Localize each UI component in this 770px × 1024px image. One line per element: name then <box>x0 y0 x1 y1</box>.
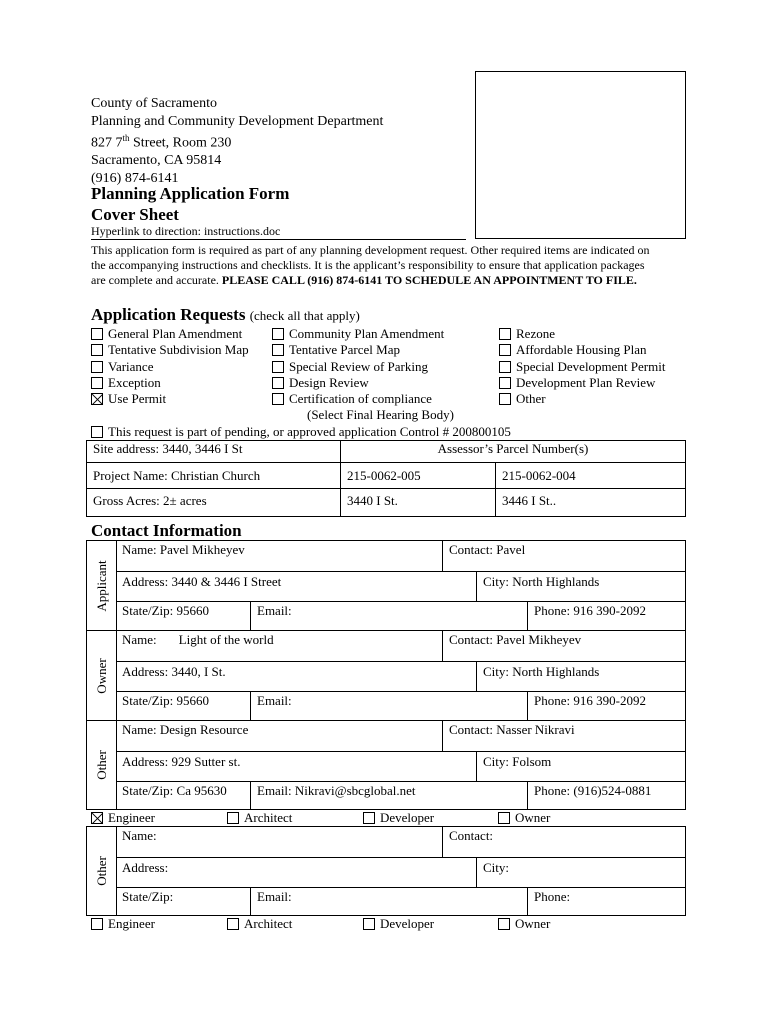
other-1-contact[interactable]: Contact: Nasser Nikravi <box>442 721 685 751</box>
request-certification-of-compliance-label: Certification of compliance <box>289 391 432 407</box>
other-1-side-text: Other <box>93 750 109 780</box>
applicant-phone[interactable]: Phone: 916 390-2092 <box>527 602 685 631</box>
request-design-review-checkbox[interactable] <box>272 377 284 389</box>
role-1-developer-label: Developer <box>380 810 435 825</box>
request-special-development-permit-option[interactable] <box>499 359 665 375</box>
role-2-engineer-checkbox[interactable] <box>91 918 103 930</box>
request-design-review-label: Design Review <box>289 374 369 390</box>
request-tentative-parcel-map-checkbox[interactable] <box>272 344 284 356</box>
pending-application-checkbox[interactable] <box>91 426 103 438</box>
applicant-city[interactable]: City: North Highlands <box>476 572 685 601</box>
parcel-2-address-cell[interactable]: 3446 I St.. <box>496 489 686 517</box>
other-block-2 <box>86 826 686 916</box>
role-2-engineer-option[interactable] <box>91 916 155 932</box>
other-2-address-row <box>116 858 685 888</box>
owner-name[interactable] <box>116 631 442 661</box>
role-2-developer-label: Developer <box>380 916 435 931</box>
owner-city[interactable]: City: North Highlands <box>476 662 685 691</box>
header-rule <box>91 239 466 240</box>
request-exception-checkbox[interactable] <box>91 377 103 389</box>
request-exception-option[interactable] <box>91 375 161 391</box>
other-1-city[interactable]: City: Folsom <box>476 752 685 781</box>
role-1-owner-label: Owner <box>515 810 551 825</box>
request-general-plan-amendment-option[interactable] <box>91 326 242 342</box>
site-table <box>86 440 686 517</box>
other-2-name[interactable]: Name: <box>122 828 157 843</box>
owner-name-value: Light of the world <box>178 632 274 647</box>
department-name: Planning and Community Development Department <box>91 113 384 129</box>
applicant-statezip[interactable]: State/Zip: 95660 <box>122 603 210 618</box>
request-variance-label: Variance <box>108 358 154 374</box>
other-2-email[interactable]: Email: <box>250 888 527 916</box>
other-1-statezip[interactable]: State/Zip: Ca 95630 <box>122 783 227 798</box>
owner-side-label <box>87 631 117 720</box>
request-design-review-option[interactable] <box>272 375 369 391</box>
request-tentative-subdivision-map-option[interactable] <box>91 342 249 358</box>
org-name: County of Sacramento <box>91 96 217 111</box>
contact-information-heading: Contact Information <box>91 521 242 540</box>
request-tentative-subdivision-map-checkbox[interactable] <box>91 344 103 356</box>
request-community-plan-amendment-checkbox[interactable] <box>272 328 284 340</box>
appointment-notice: PLEASE CALL (916) 874-6141 TO SCHEDULE AN APPOINTMENT TO FILE. <box>221 273 637 287</box>
street-name: Street, Room 230 <box>129 135 232 151</box>
intro-line-3 <box>91 273 691 288</box>
role-2-owner-option[interactable] <box>498 916 550 932</box>
role-1-engineer-checkbox[interactable] <box>91 812 103 824</box>
owner-statezip[interactable]: State/Zip: 95660 <box>122 693 210 708</box>
request-rezone-label: Rezone <box>516 326 555 341</box>
other-1-address[interactable]: Address: 929 Sutter st. <box>122 754 241 769</box>
request-special-review-of-parking-label: Special Review of Parking <box>289 358 428 374</box>
pending-application-label: This request is part of pending, or approved application Control # 200800105 <box>108 424 511 439</box>
parcel-header-cell: Assessor’s Parcel Number(s) <box>341 441 686 463</box>
other-1-name[interactable]: Name: Design Resource <box>122 722 249 737</box>
other-1-email[interactable]: Email: Nikravi@sbcglobal.net <box>250 782 527 810</box>
request-community-plan-amendment-label: Community Plan Amendment <box>289 326 445 341</box>
request-special-review-of-parking-option[interactable] <box>272 359 428 375</box>
street-number: 827 7 <box>91 135 123 151</box>
requests-subheading: (check all that apply) <box>249 308 360 323</box>
role-1-architect-option[interactable] <box>227 810 292 826</box>
role-2-owner-checkbox[interactable] <box>498 918 510 930</box>
parcel-1-cell[interactable]: 215-0062-005 <box>341 463 496 489</box>
request-development-plan-review-label: Development Plan Review <box>516 374 656 390</box>
instructions-link[interactable]: Hyperlink to direction: instructions.doc <box>91 224 281 238</box>
other-1-name-row <box>116 721 685 752</box>
parcel-1-address-cell[interactable]: 3440 I St. <box>341 489 496 517</box>
role-2-architect-label: Architect <box>244 916 293 931</box>
role-1-engineer-option[interactable] <box>91 810 155 826</box>
other-2-side-label <box>87 827 117 915</box>
role-2-developer-option[interactable] <box>363 916 434 932</box>
form-subtitle: Cover Sheet <box>91 205 179 224</box>
role-1-engineer-label: Engineer <box>108 810 155 825</box>
city-line: Sacramento, CA 95814 <box>91 153 222 169</box>
owner-email[interactable]: Email: <box>250 692 527 721</box>
role-1-owner-option[interactable] <box>498 810 550 826</box>
role-1-architect-checkbox[interactable] <box>227 812 239 824</box>
request-tentative-parcel-map-label: Tentative Parcel Map <box>289 342 400 358</box>
role-1-developer-option[interactable] <box>363 810 434 826</box>
intro-line-3-text: are complete and accurate. <box>91 273 222 287</box>
street-suffix: th <box>122 133 130 143</box>
request-certification-of-compliance-checkbox[interactable] <box>272 393 284 405</box>
other-2-statezip[interactable]: State/Zip: <box>122 889 174 904</box>
applicant-contact[interactable]: Contact: Pavel <box>442 541 685 571</box>
project-name-cell[interactable]: Project Name: Christian Church <box>87 463 341 489</box>
other-2-phone[interactable]: Phone: <box>527 888 685 916</box>
role-1-owner-checkbox[interactable] <box>498 812 510 824</box>
request-development-plan-review-checkbox[interactable] <box>499 377 511 389</box>
applicant-side-label <box>87 541 117 630</box>
request-use-permit-label: Use Permit <box>108 391 167 407</box>
intro-line-2: the accompanying instructions and checklists. It is the applicant’s responsibility to ensure that application packages <box>91 258 645 272</box>
application-requests-heading <box>91 305 360 325</box>
request-use-permit-checkbox[interactable] <box>91 393 103 405</box>
other-2-address[interactable]: Address: <box>122 860 169 875</box>
request-tentative-parcel-map-option[interactable] <box>272 342 400 358</box>
other-2-city[interactable]: City: <box>476 858 685 887</box>
role-1-developer-checkbox[interactable] <box>363 812 375 824</box>
other-block-1 <box>86 720 686 810</box>
request-development-plan-review-option[interactable] <box>499 375 655 391</box>
role-1-architect-label: Architect <box>244 810 293 825</box>
gross-acres-cell[interactable]: Gross Acres: 2± acres <box>87 489 341 517</box>
role-2-architect-option[interactable] <box>227 916 292 932</box>
owner-block <box>86 630 686 721</box>
other-1-phone[interactable]: Phone: (916)524-0881 <box>527 782 685 810</box>
owner-address[interactable]: Address: 3440, I St. <box>122 664 226 679</box>
county-address <box>91 95 383 187</box>
owner-side-text: Owner <box>93 657 109 694</box>
intro-paragraph <box>91 243 691 288</box>
owner-state-row <box>116 692 685 721</box>
street-address <box>91 130 383 152</box>
owner-name-label: Name: <box>122 632 157 647</box>
other-2-state-row <box>116 888 685 916</box>
request-special-review-of-parking-checkbox[interactable] <box>272 361 284 373</box>
request-community-plan-amendment-option[interactable] <box>272 326 444 342</box>
request-certification-of-compliance-option[interactable] <box>272 391 432 407</box>
applicant-email[interactable]: Email: <box>250 602 527 631</box>
request-rezone-option[interactable] <box>499 326 555 342</box>
other-1-state-row <box>116 782 685 810</box>
request-other-checkbox[interactable] <box>499 393 511 405</box>
applicant-state-row <box>116 602 685 631</box>
request-special-development-permit-label: Special Development Permit <box>516 358 666 374</box>
other-2-contact[interactable]: Contact: <box>442 827 685 857</box>
other-2-side-text: Other <box>93 856 109 886</box>
request-general-plan-amendment-label: General Plan Amendment <box>108 326 243 341</box>
request-variance-option[interactable] <box>91 359 153 375</box>
applicant-block <box>86 540 686 631</box>
request-rezone-checkbox[interactable] <box>499 328 511 340</box>
request-use-permit-option[interactable] <box>91 391 166 407</box>
hearing-body-note: (Select Final Hearing Body) <box>307 407 454 422</box>
role-2-engineer-label: Engineer <box>108 916 155 931</box>
other-2-name-row <box>116 827 685 858</box>
request-other-option[interactable] <box>499 391 546 407</box>
parcel-2-cell[interactable]: 215-0062-004 <box>496 463 686 489</box>
other-1-side-label <box>87 721 117 809</box>
requests-heading-text: Application Requests <box>91 305 246 324</box>
applicant-side-text: Applicant <box>93 559 109 612</box>
request-other-label: Other <box>516 391 546 407</box>
role-2-owner-label: Owner <box>515 916 551 931</box>
intro-line-1: This application form is required as part of any planning development request. Other required items are indicated on <box>91 243 650 257</box>
role-2-developer-checkbox[interactable] <box>363 918 375 930</box>
phone-line: (916) 874-6141 <box>91 170 179 186</box>
owner-phone[interactable]: Phone: 916 390-2092 <box>527 692 685 721</box>
pending-application-checkbox-row[interactable] <box>91 424 511 440</box>
applicant-address[interactable]: Address: 3440 & 3446 I Street <box>122 574 282 589</box>
request-affordable-housing-plan-label: Affordable Housing Plan <box>516 342 647 358</box>
applicant-name-row <box>116 541 685 572</box>
role-2-architect-checkbox[interactable] <box>227 918 239 930</box>
owner-name-row <box>116 631 685 662</box>
stamp-box <box>475 71 686 239</box>
request-exception-label: Exception <box>108 374 161 390</box>
owner-contact[interactable]: Contact: Pavel Mikheyev <box>442 631 685 661</box>
applicant-name[interactable]: Name: Pavel Mikheyev <box>122 542 245 557</box>
request-variance-checkbox[interactable] <box>91 361 103 373</box>
request-tentative-subdivision-map-label: Tentative Subdivision Map <box>108 342 249 358</box>
form-title: Planning Application Form <box>91 184 290 203</box>
site-address-cell[interactable]: Site address: 3440, 3446 I St <box>87 441 341 463</box>
request-affordable-housing-plan-option[interactable] <box>499 342 646 358</box>
request-general-plan-amendment-checkbox[interactable] <box>91 328 103 340</box>
applicant-address-row <box>116 572 685 602</box>
request-affordable-housing-plan-checkbox[interactable] <box>499 344 511 356</box>
other-1-address-row <box>116 752 685 782</box>
owner-address-row <box>116 662 685 692</box>
request-special-development-permit-checkbox[interactable] <box>499 361 511 373</box>
